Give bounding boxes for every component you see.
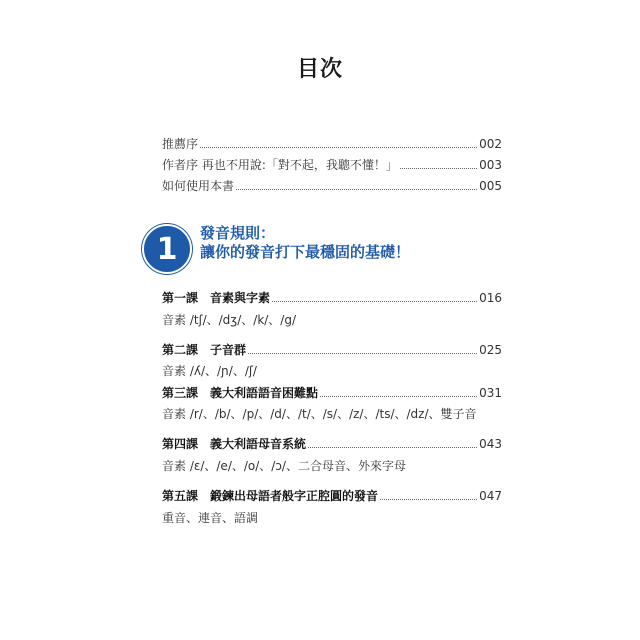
toc-entry-text: 作者序 再也不用說:「對不起，我聽不懂！」: [162, 158, 398, 172]
dot-leader: [380, 499, 477, 500]
chapter-title[interactable]: [200, 224, 410, 262]
toc-entry-page: 005: [479, 179, 502, 193]
dot-leader: [248, 353, 477, 354]
dot-leader: [236, 189, 477, 190]
lesson-page: 031: [479, 386, 502, 400]
toc-entry-how-to-use[interactable]: [162, 178, 502, 194]
lesson-4-subtopics: 音素 /ɛ/、/e/、/o/、/ɔ/、二合母音、外來字母: [162, 459, 406, 473]
dot-leader: [272, 301, 477, 302]
dot-leader: [320, 396, 477, 397]
lesson-title: 第一課 音素與字素: [162, 291, 271, 305]
lesson-page: 016: [479, 291, 502, 305]
toc-entry-author-preface[interactable]: [162, 157, 502, 173]
toc-lesson-1[interactable]: [162, 290, 502, 306]
toc-entry-text: 推薦序: [162, 137, 199, 151]
dot-leader: [400, 168, 477, 169]
lesson-3-subtopics: 音素 /r/、/b/、/p/、/d/、/t/、/s/、/z/、/ts/、/dz/、雙子音: [162, 407, 477, 421]
page-title: 目次: [296, 57, 343, 82]
toc-lesson-5[interactable]: [162, 488, 502, 504]
chapter-title-line2: 讓你的發音打下最穩固的基礎！: [200, 243, 411, 261]
toc-entry-page: 003: [479, 158, 502, 172]
chapter-title-line1: 發音規則：: [200, 224, 276, 242]
lesson-page: 025: [479, 343, 502, 357]
toc-lesson-2[interactable]: [162, 342, 502, 358]
toc-entry-text: 如何使用本書: [162, 179, 235, 193]
toc-entry-preface[interactable]: [162, 136, 502, 152]
lesson-5-subtopics: 重音、連音、語調: [162, 511, 259, 525]
lesson-title: 第二課 子音群: [162, 343, 247, 357]
lesson-1-subtopics: 音素 /tʃ/、/dʒ/、/k/、/g/: [162, 313, 297, 327]
toc-lesson-3[interactable]: [162, 385, 502, 401]
dot-leader: [200, 147, 477, 148]
lesson-page: 047: [479, 489, 502, 503]
lesson-page: 043: [479, 437, 502, 451]
toc-entry-page: 002: [479, 137, 502, 151]
dot-leader: [308, 447, 477, 448]
toc-lesson-4[interactable]: [162, 436, 502, 452]
lesson-title: 第五課 鍛鍊出母語者般字正腔圓的發音: [162, 489, 379, 503]
lesson-title: 第三課 義大利語語音困難點: [162, 386, 319, 400]
lesson-2-subtopics: 音素 /ʎ/、/ɲ/、/ʃ/: [162, 364, 257, 378]
chapter-number-badge: 1: [142, 224, 192, 274]
lesson-title: 第四課 義大利語母音系統: [162, 437, 307, 451]
